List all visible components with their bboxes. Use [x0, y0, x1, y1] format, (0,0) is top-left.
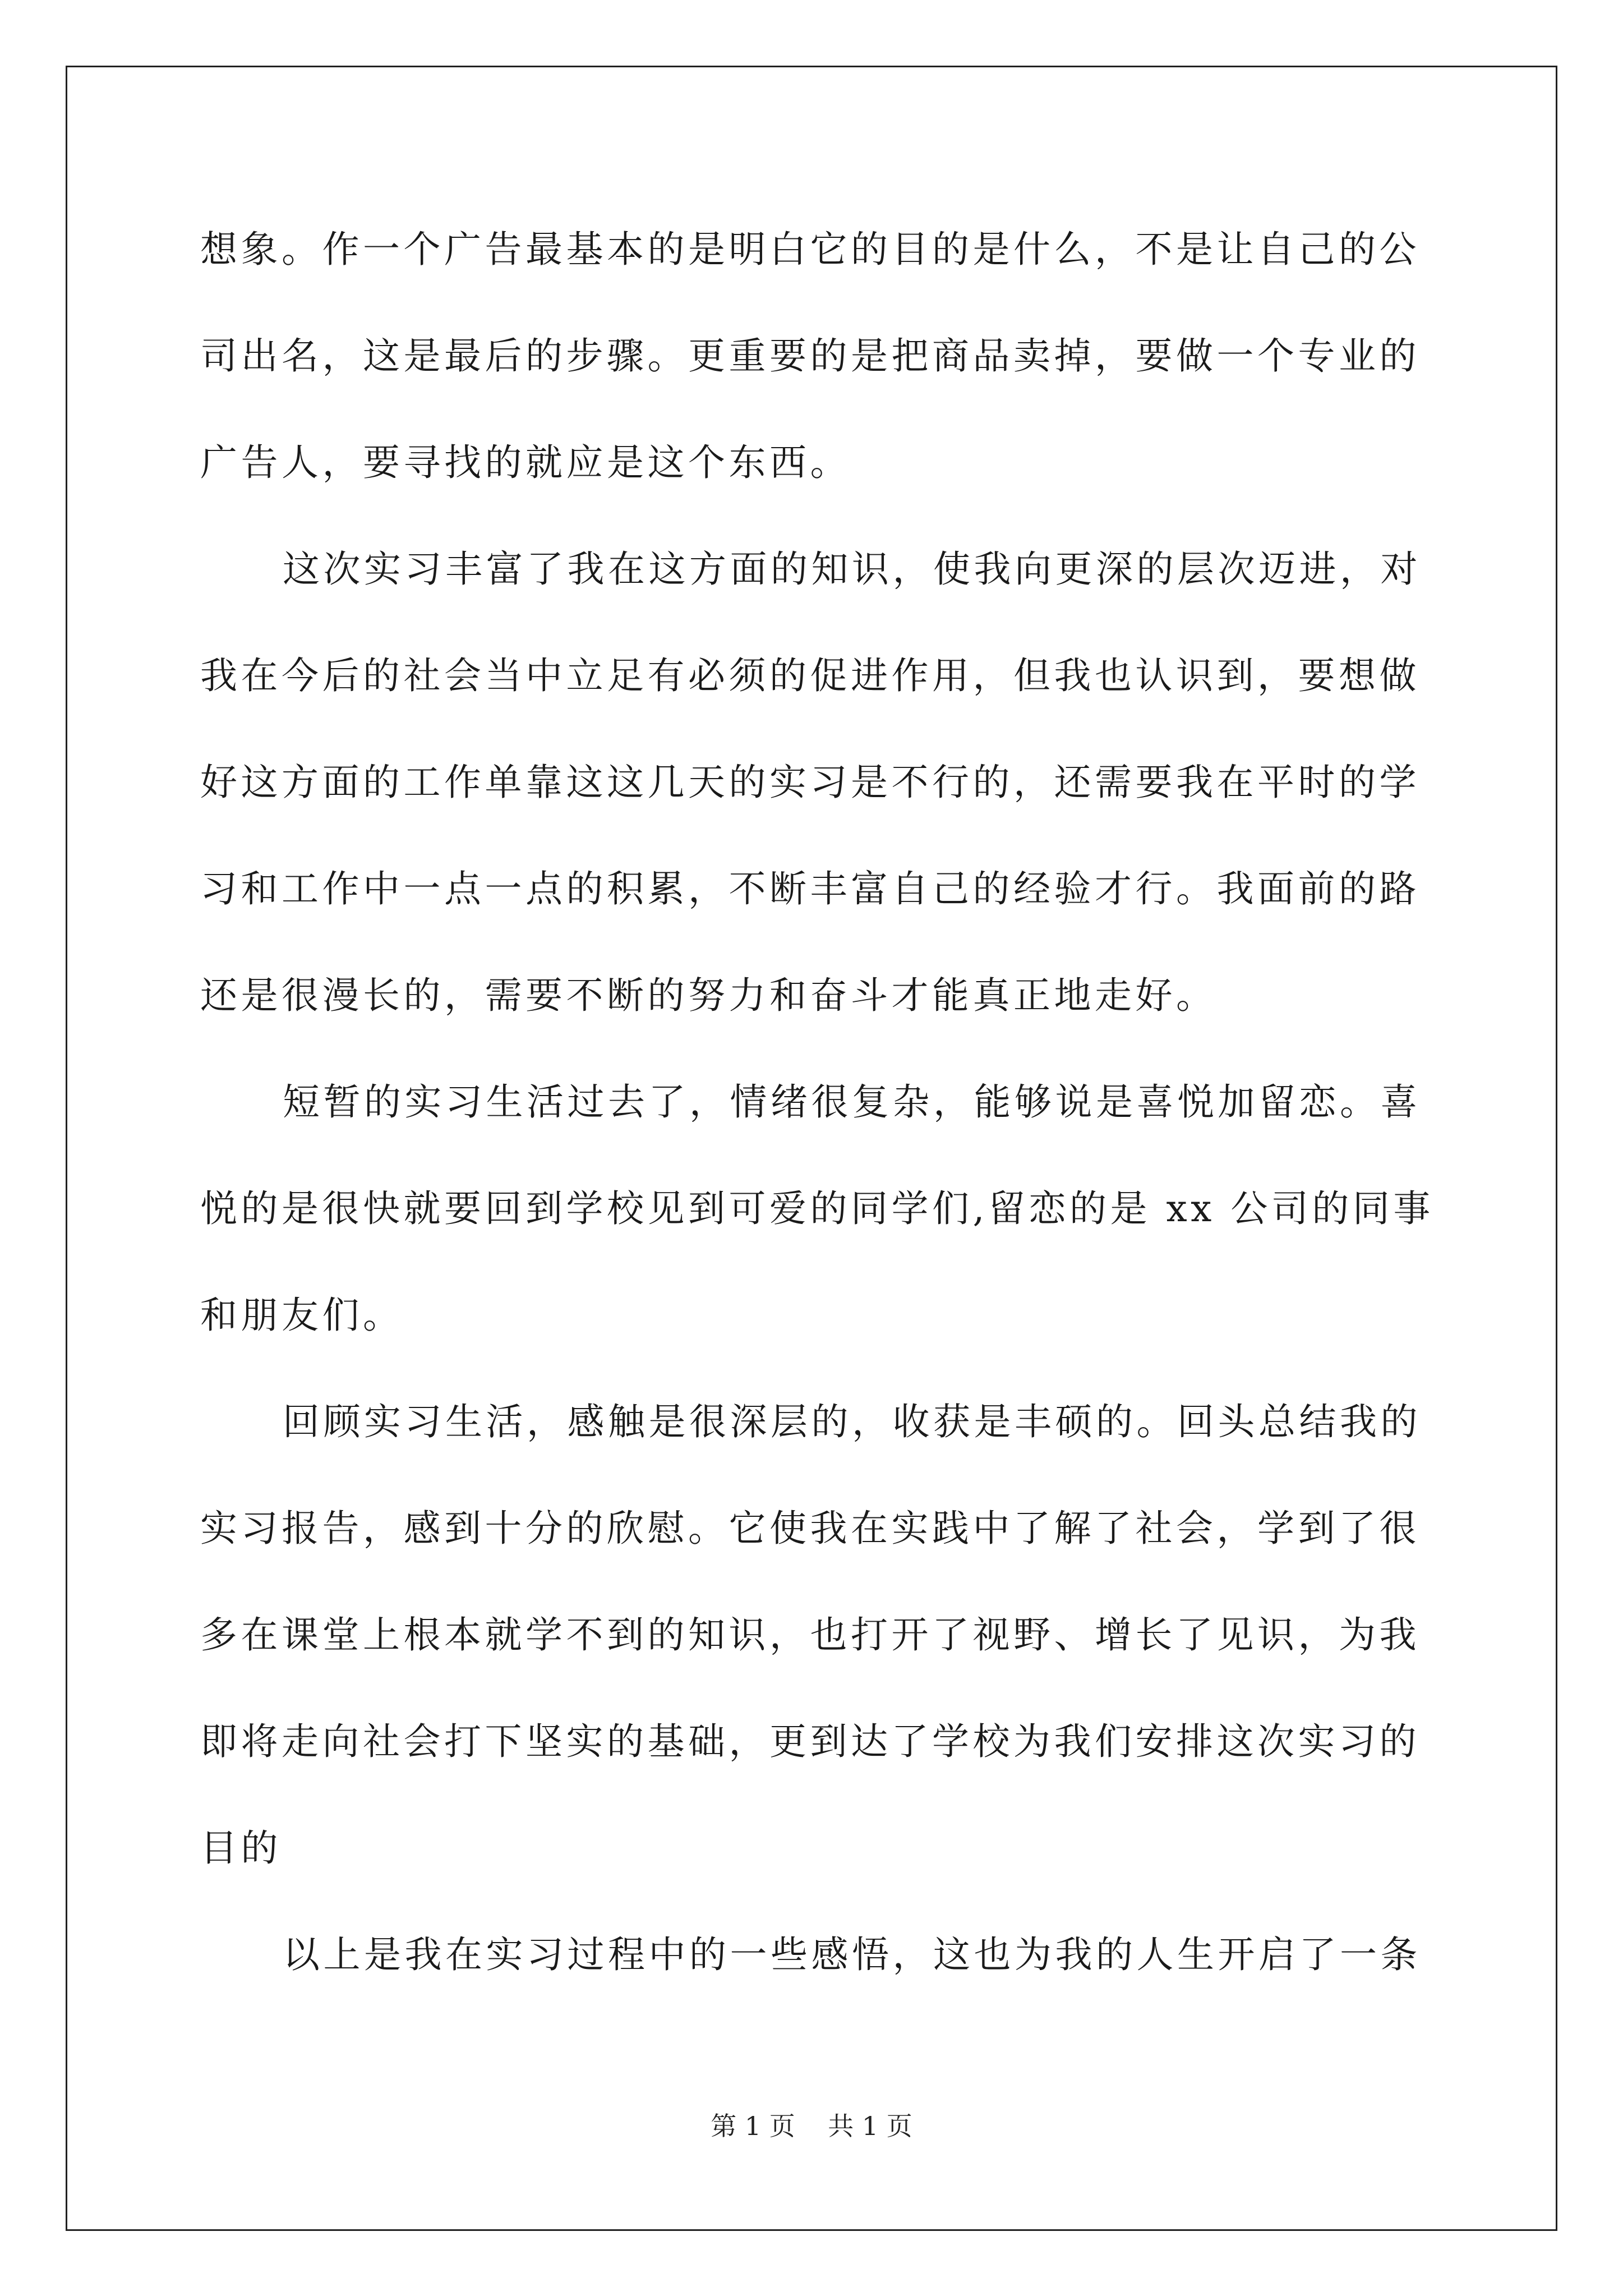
text-line: 司出名，这是最后的步骤。更重要的是把商品卖掉，要做一个专业的	[200, 334, 1420, 378]
text-line: 悦的是很快就要回到学校见到可爱的同学们,留恋的是 xx 公司的同事	[200, 1187, 1434, 1230]
text-line: 即将走向社会打下坚实的基础，更到达了学校为我们安排这次实习的	[200, 1720, 1420, 1763]
page-number: 第 1 页	[711, 2111, 795, 2141]
text-line: 短暂的实习生活过去了，情绪很复杂，能够说是喜悦加留恋。喜	[283, 1080, 1421, 1124]
text-line: 习和工作中一点一点的积累，不断丰富自己的经验才行。我面前的路	[200, 867, 1420, 910]
page-footer	[0, 2109, 1623, 2143]
text-line: 回顾实习生活，感触是很深层的，收获是丰硕的。回头总结我的	[283, 1400, 1421, 1443]
text-line: 以上是我在实习过程中的一些感悟，这也为我的人生开启了一条	[283, 1933, 1421, 1976]
text-line: 多在课堂上根本就学不到的知识，也打开了视野、增长了见识，为我	[200, 1613, 1420, 1657]
text-line: 这次实习丰富了我在这方面的知识，使我向更深的层次迈进，对	[283, 547, 1421, 591]
text-line: 目的	[200, 1826, 282, 1870]
text-line: 好这方面的工作单靠这这几天的实习是不行的，还需要我在平时的学	[200, 761, 1420, 804]
text-line: 想象。作一个广告最基本的是明白它的目的是什么，不是让自己的公	[200, 228, 1420, 271]
text-line: 实习报告，感到十分的欣慰。它使我在实践中了解了社会，学到了很	[200, 1507, 1420, 1550]
text-line: 我在今后的社会当中立足有必须的促进作用，但我也认识到，要想做	[200, 654, 1420, 697]
text-line: 和朋友们。	[200, 1294, 404, 1337]
page-total: 共 1 页	[828, 2111, 912, 2141]
text-line: 还是很漫长的，需要不断的努力和奋斗才能真正地走好。	[200, 974, 1217, 1017]
document-body	[200, 210, 1434, 2022]
text-line: 广告人，要寻找的就应是这个东西。	[200, 441, 851, 484]
